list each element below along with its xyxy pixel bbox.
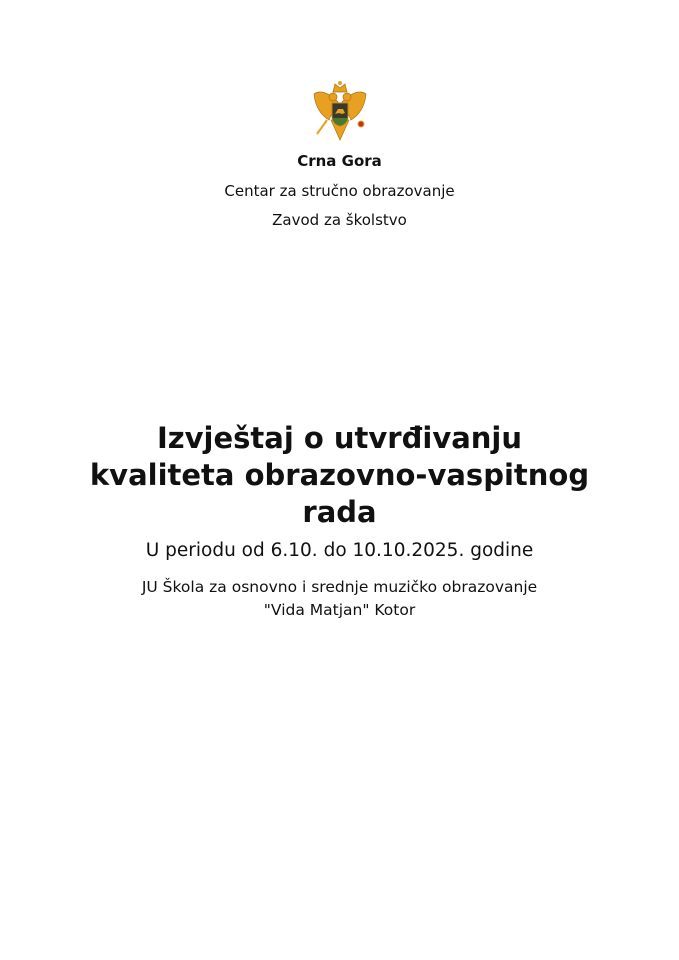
title-line: Izvještaj o utvrđivanju [156, 421, 523, 455]
school-line: JU Škola za osnovno i srednje muzičko obrazovanje [141, 578, 538, 596]
organization-line-1: Centar za stručno obrazovanje [224, 182, 455, 200]
organization-line-2: Zavod za školstvo [272, 211, 407, 229]
title-line: kvaliteta obrazovno-vaspitnog [89, 458, 590, 492]
document-title [0, 420, 679, 531]
title-line: rada [302, 495, 377, 529]
report-period: U periodu od 6.10. do 10.10.2025. godine [145, 540, 534, 561]
country-name: Crna Gora [297, 152, 382, 170]
coat-of-arms-emblem [311, 80, 369, 144]
school-line: "Vida Matjan" Kotor [263, 601, 416, 619]
school-name [0, 576, 679, 622]
